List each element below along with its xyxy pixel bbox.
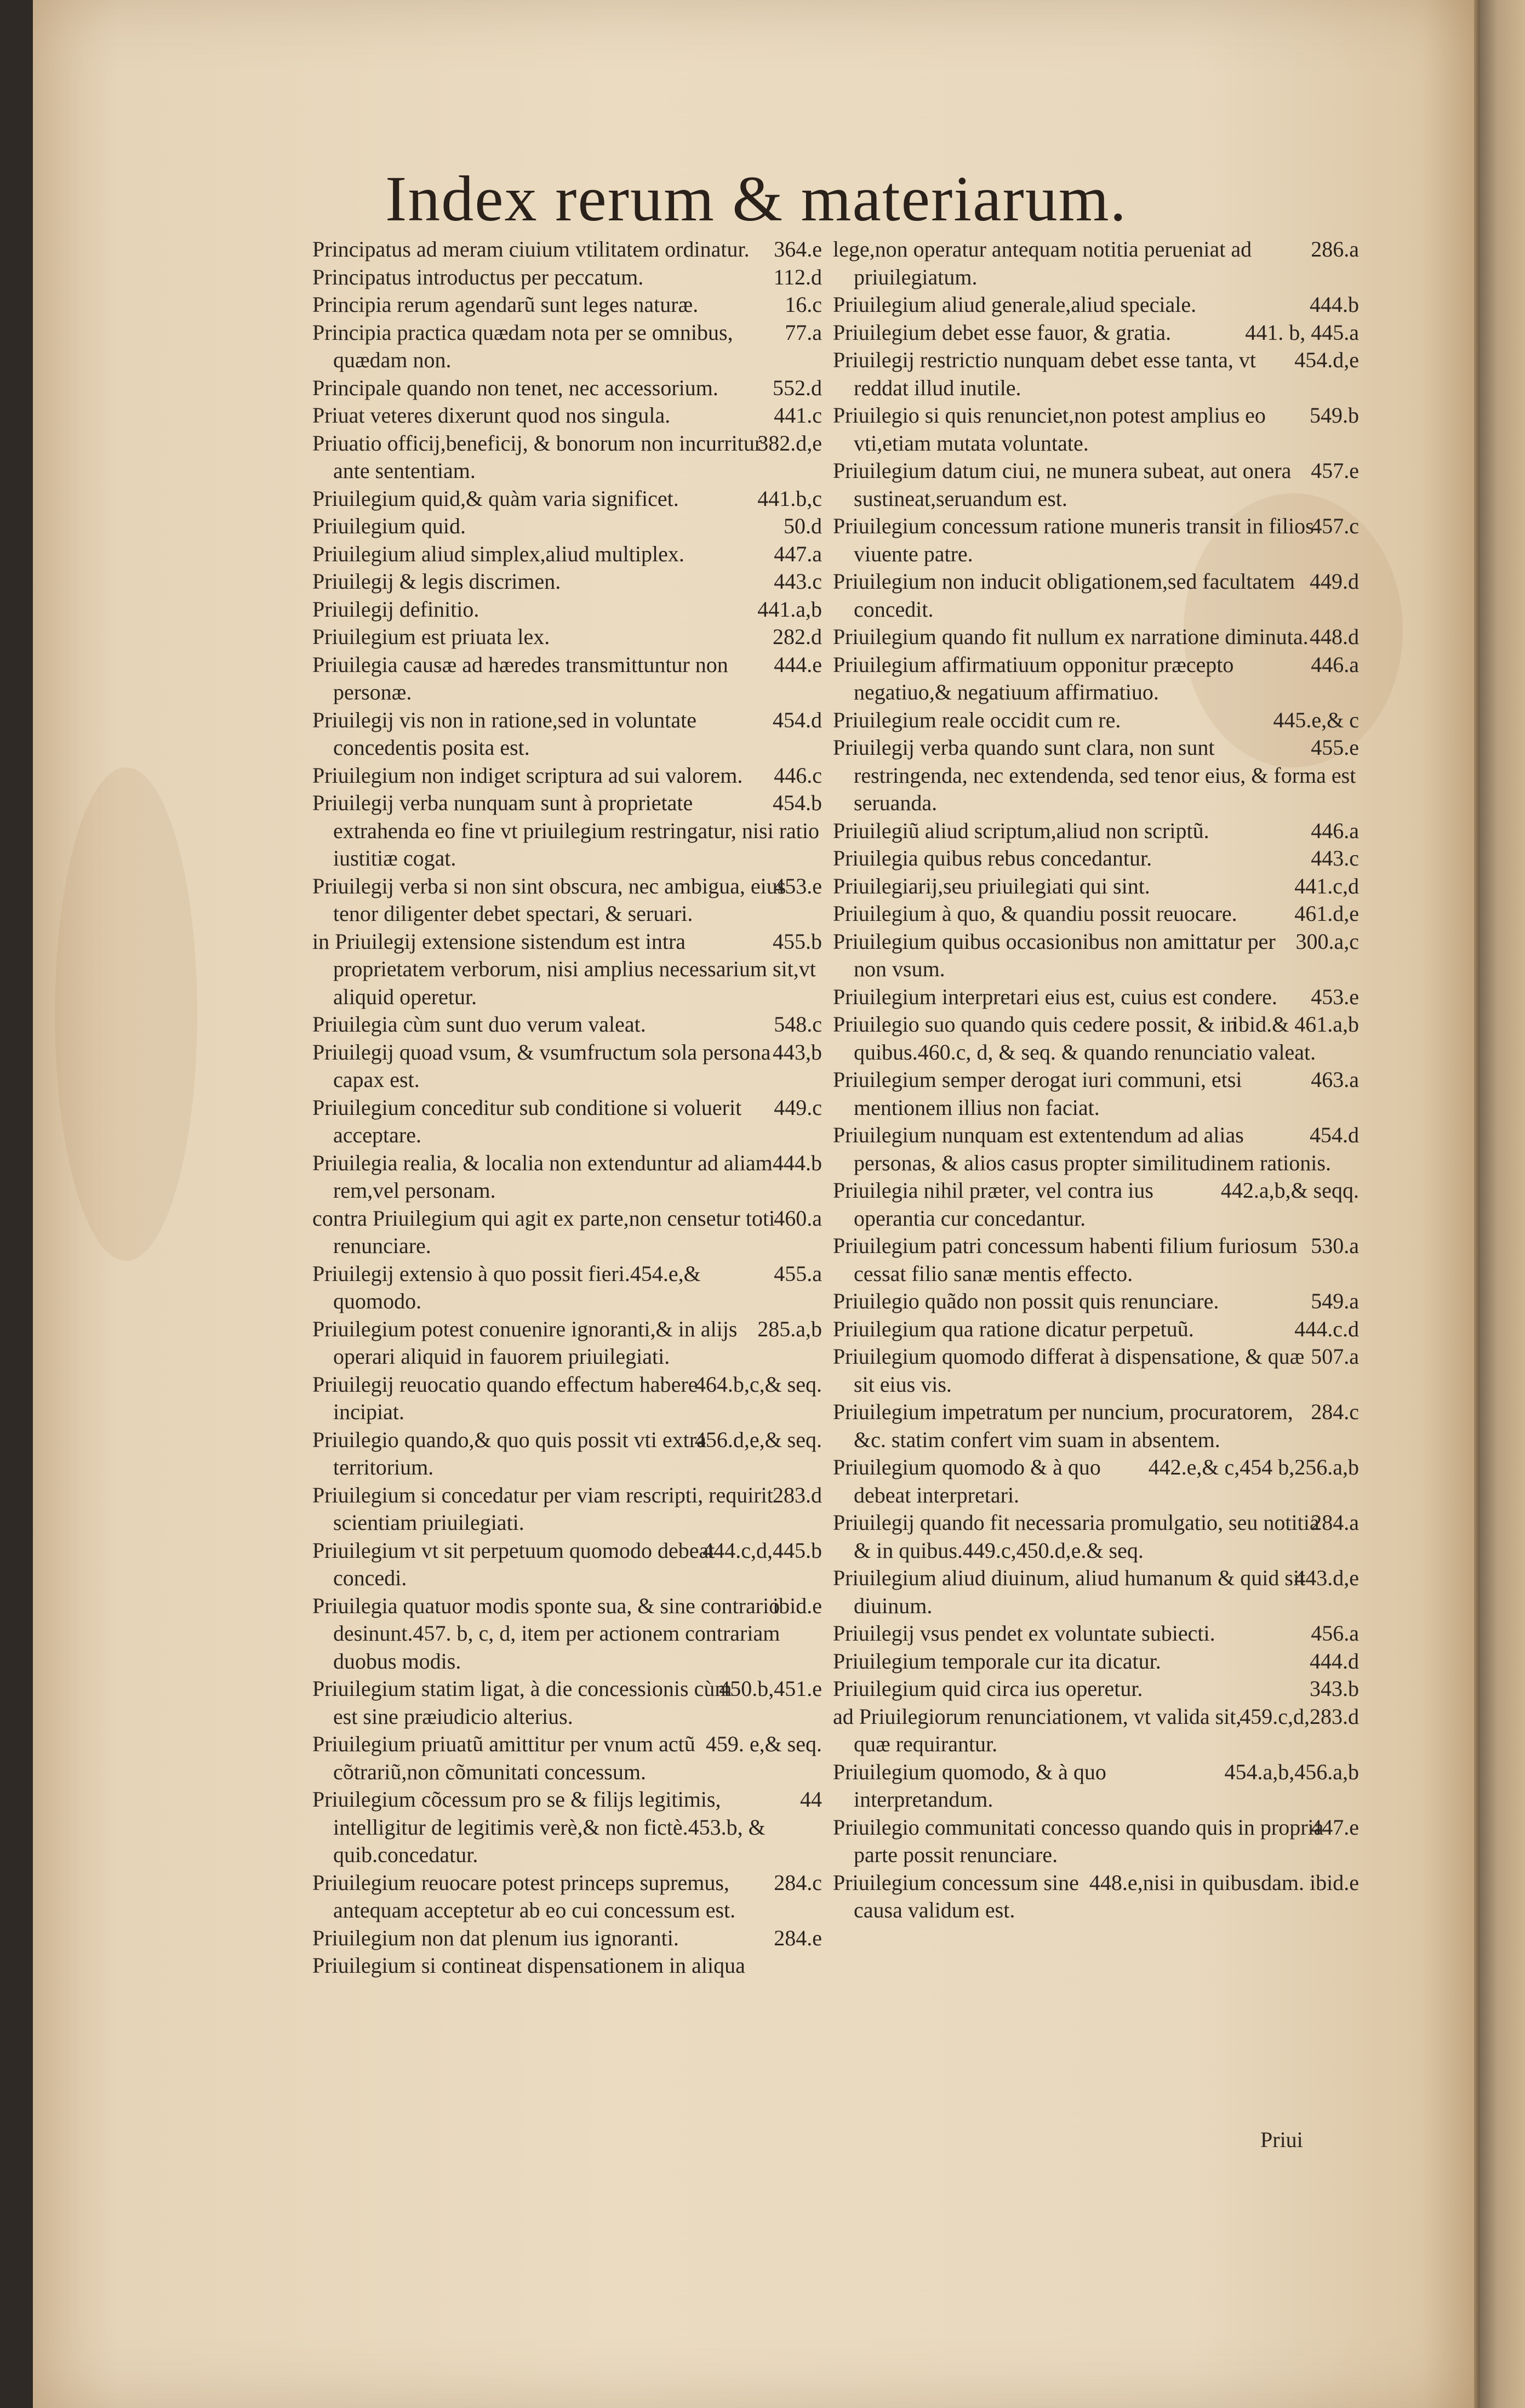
index-entry-page-ref: 444.b [773, 1150, 822, 1175]
index-entry-text: Priuilegio si quis renunciet,non potest amplius eo vti,etiam mutata voluntate. [833, 403, 1266, 456]
index-entry [833, 236, 1359, 291]
index-entry [312, 485, 822, 513]
index-entry-page-ref: 443.d,e [1294, 1566, 1359, 1590]
index-entry-page-ref: 448.d [1310, 624, 1359, 649]
index-column-left [312, 236, 822, 1980]
index-entry [312, 1205, 822, 1260]
index-entry-text: Priuilegia nihil præter, vel contra ius operantia cur concedantur. [833, 1178, 1153, 1231]
index-entry-page-ref: 443.c [1311, 846, 1359, 870]
index-entry-text: Priuilegiũ aliud scriptum,aliud non scriptũ. [833, 818, 1209, 843]
index-entry-page-ref: 282.d [773, 624, 822, 649]
index-entry-text: Priuilegiarij,seu priuilegiati qui sint. [833, 873, 1150, 898]
index-entry [312, 540, 822, 568]
index-entry-page-ref: 442.e,& c,454 b,256.a,b [1148, 1455, 1359, 1479]
index-entry [312, 568, 822, 596]
index-entry-page-ref: 442.a,b,& seqq. [1220, 1178, 1359, 1203]
index-entry [312, 623, 822, 651]
index-entry-page-ref: 455.b [773, 929, 822, 954]
index-entry-page-ref: 284.c [1311, 1399, 1359, 1424]
index-entry-page-ref: 300.a,c [1295, 929, 1359, 954]
index-entry-page-ref: 441.c,d [1294, 873, 1359, 898]
index-entry-text: Priuilegium patri concessum habenti filium furiosum cessat filio sanæ mentis effecto. [833, 1233, 1298, 1286]
index-entry-page-ref: 364.e [774, 237, 822, 261]
index-column-right [833, 236, 1359, 1925]
index-entry-page-ref: 457.e [1311, 458, 1359, 483]
index-entry-page-ref: 285.a,b [757, 1316, 822, 1341]
index-entry [312, 291, 822, 319]
index-entry [312, 1039, 822, 1094]
index-entry [312, 402, 822, 430]
index-entry-text: Priuilegium nunquam est extentendum ad alias personas, & alios casus propter similitudinem rationis. [833, 1123, 1331, 1175]
index-entry-page-ref: 454.d,e [1294, 348, 1359, 372]
index-entry [312, 789, 822, 873]
index-entry-page-ref: 552.d [773, 375, 822, 400]
index-entry-page-ref: 457.c [1311, 514, 1359, 538]
index-entry-page-ref: 444.c.d [1294, 1316, 1359, 1341]
index-entry-text: ad Priuilegiorum renunciationem, vt valida sit, quæ requirantur. [833, 1704, 1242, 1756]
index-entry [312, 596, 822, 624]
index-entry-text: Priuilegium cõcessum pro se & filijs legitimis, intelligitur de legitimis verè,& non fictè.453.b, & quib.concedatur. [312, 1787, 766, 1867]
index-entry-text: contra Priuilegium qui agit ex parte,non censetur toti renunciare. [312, 1205, 775, 1258]
index-entry-text: Principale quando non tenet, nec accessorium. [312, 375, 718, 400]
index-entry-text: Priuilegium vt sit perpetuum quomodo debeat concedi. [312, 1538, 715, 1590]
index-entry-text: Priuilegium quid circa ius operetur. [833, 1676, 1143, 1701]
index-entry-text: Priuilegio suo quando quis cedere possit, & in quibus.460.c, d, & seq. & quando renunciatio valeat. [833, 1012, 1316, 1064]
paper-sheet [33, 0, 1480, 2408]
index-entry-text: Priuilegium quid. [312, 514, 466, 538]
index-entry-page-ref: 343.b [1310, 1676, 1359, 1701]
index-entry [312, 1592, 822, 1676]
index-entry-text: Priuilegij verba si non sint obscura, nec ambigua, eius tenor diligenter debet spectari, & seruari. [312, 873, 786, 926]
index-entry-text: Principatus ad meram ciuium vtilitatem ordinatur. [312, 237, 750, 261]
index-entry [312, 264, 822, 292]
index-entry [833, 1122, 1359, 1177]
index-entry [833, 513, 1359, 568]
index-entry-text: Priuilegij vis non in ratione,sed in voluntate concedentis posita est. [312, 707, 697, 760]
index-entry-page-ref: 447.e [1311, 1814, 1359, 1840]
index-entry-page-ref: 50.d [784, 514, 822, 538]
index-entry-text: Priuilegium quid,& quàm varia significet. [312, 486, 679, 511]
index-entry-page-ref: 444.b [1310, 292, 1359, 317]
page-title: Index rerum & materiarum. [385, 163, 1128, 235]
index-entry-page-ref: 456.d,e,& seq. [694, 1427, 822, 1452]
index-entry-page-ref: 446.a [1311, 818, 1359, 843]
index-entry-page-ref: 449.d [1310, 569, 1359, 594]
index-entry-page-ref: 447.a [774, 541, 822, 566]
index-entry [833, 651, 1359, 707]
index-entry-text: Priuilegij verba nunquam sunt à proprietate extrahenda eo fine vt priuilegium restringatur, nisi ratio iustitiæ cogat. [312, 790, 820, 870]
index-entry-text: Principia practica quædam nota per se omnibus, quædam non. [312, 320, 733, 372]
index-entry [312, 1426, 822, 1482]
index-entry-text: Priuilegium si contineat dispensationem in aliqua [312, 1953, 745, 1978]
index-entry-text: Priuilegia realia, & localia non extenduntur ad aliam rem,vel personam. [312, 1150, 773, 1203]
index-entry-page-ref: 441.a,b [757, 596, 822, 622]
index-entry-text: Priuilegium priuatũ amittitur per vnum actũ cõtrariũ,non cõmunitati concessum. [312, 1732, 695, 1784]
index-entry-page-ref: 453.e [774, 873, 822, 898]
index-entry-text: Priuilegij extensio à quo possit fieri.454.e,& quomodo. [312, 1261, 701, 1313]
index-entry [833, 873, 1359, 901]
index-entry-page-ref: 284.a [1311, 1510, 1359, 1535]
index-entry [833, 900, 1359, 928]
index-entry-page-ref: 444.e [774, 652, 822, 677]
index-entry-page-ref: 548.c [774, 1012, 822, 1037]
index-entry [833, 1814, 1359, 1869]
index-entry-page-ref: 448.e,nisi in quibusdam. ibid.e [1089, 1870, 1359, 1895]
index-entry [312, 707, 822, 762]
index-entry-page-ref: 446.a [1311, 652, 1359, 677]
index-entry [833, 1648, 1359, 1676]
index-entry-text: Principatus introductus per peccatum. [312, 264, 644, 289]
index-entry-page-ref: 284.c [774, 1870, 822, 1895]
index-entry-text: Priuilegium non inducit obligationem,sed facultatem concedit. [833, 569, 1295, 622]
index-entry [312, 873, 822, 928]
index-entry-page-ref: 530.a [1311, 1233, 1359, 1258]
index-entry [312, 513, 822, 540]
index-entry-text: Priuilegium non indiget scriptura ad sui valorem. [312, 762, 743, 788]
index-entry-page-ref: 77.a [785, 320, 822, 345]
index-entry [833, 1454, 1359, 1509]
index-entry [833, 346, 1359, 402]
index-entry [312, 651, 822, 707]
index-entry-text: Priuilegium potest conuenire ignoranti,& in alijs operari aliquid in fauorem priuilegiati. [312, 1316, 738, 1369]
index-entry [312, 1316, 822, 1371]
index-entry [833, 1066, 1359, 1122]
index-entry-page-ref: 441.b,c [757, 486, 822, 511]
index-entry-page-ref: 454.a,b,456.a,b [1224, 1759, 1359, 1784]
index-entry-text: Priuilegium quomodo differat à dispensatione, & quæ sit eius vis. [833, 1344, 1305, 1397]
index-entry-page-ref: 459. e,& seq. [705, 1732, 822, 1756]
index-entry-text: Priuilegium statim ligat, à die concessionis cùm est sine præiudicio alterius. [312, 1676, 732, 1729]
index-entry [312, 1786, 822, 1869]
index-entry [312, 1537, 822, 1592]
index-entry [833, 1509, 1359, 1564]
index-entry [312, 1260, 822, 1316]
index-entry [833, 457, 1359, 513]
index-entry-page-ref: 446.c [774, 762, 822, 788]
index-entry-text: Priuilegium datum ciui, ne munera subeat, aut onera sustineat,seruandum est. [833, 458, 1292, 511]
index-entry-text: Priuilegij & legis discrimen. [312, 569, 561, 594]
index-entry-page-ref: 549.b [1310, 403, 1359, 428]
index-entry [833, 928, 1359, 983]
index-entry-text: Priuilegium quomodo, & à quo interpretandum. [833, 1759, 1106, 1812]
index-entry-page-ref: 449.c [774, 1095, 822, 1120]
index-entry-text: Priuilegium concessum sine causa validum est. [833, 1870, 1079, 1922]
index-entry-text: Priuilegium quomodo & à quo debeat interpretari. [833, 1455, 1101, 1507]
index-entry [312, 1149, 822, 1205]
index-entry-text: Priuilegium interpretari eius est, cuius est condere. [833, 984, 1277, 1009]
index-entry [833, 1288, 1359, 1316]
index-entry [833, 402, 1359, 457]
index-entry-text: Priuilegium aliud diuinum, aliud humanum & quid sit diuinum. [833, 1566, 1306, 1618]
index-entry [312, 1925, 822, 1952]
index-entry [312, 430, 822, 485]
index-entry-page-ref: ibid.e [773, 1593, 822, 1618]
index-entry-text: Priuilegium impetratum per nuncium, procuratorem, &c. statim confert vim suam in absentem. [833, 1399, 1293, 1452]
index-entry [312, 928, 822, 1011]
index-entry [312, 319, 822, 374]
index-entry [833, 1869, 1359, 1925]
index-entry [312, 1482, 822, 1537]
index-entry [312, 1675, 822, 1730]
index-entry [312, 374, 822, 402]
index-entry-text: Priuilegium quibus occasionibus non amittatur per non vsum. [833, 929, 1276, 981]
index-entry [833, 623, 1359, 651]
index-entry-text: Priuilegij restrictio nunquam debet esse tanta, vt reddat illud inutile. [833, 348, 1256, 400]
index-entry-text: Priuilegium quando fit nullum ex narratione diminuta. [833, 624, 1309, 649]
index-entry-text: Priuilegium semper derogat iuri communi, etsi mentionem illius non faciat. [833, 1067, 1242, 1120]
index-entry-page-ref: 453.e [1311, 984, 1359, 1009]
index-entry-text: Priuilegium à quo, & quandiu possit reuocare. [833, 901, 1237, 926]
index-entry-text: lege,non operatur antequam notitia perueniat ad priuilegiatum. [833, 237, 1252, 289]
index-entry-text: in Priuilegij extensione sistendum est intra proprietatem verborum, nisi amplius necessarium sit,vt aliquid operetur. [312, 929, 816, 1009]
index-entry [312, 1730, 822, 1786]
index-entry-page-ref: 284.e [774, 1925, 822, 1950]
index-entry-page-ref: 112.d [773, 264, 822, 289]
index-entry [833, 1343, 1359, 1398]
index-entry-text: Priuilegium aliud simplex,aliud multiplex. [312, 541, 684, 566]
index-entry-text: Principia rerum agendarũ sunt leges naturæ. [312, 292, 699, 317]
index-entry-text: Priuilegium qua ratione dicatur perpetuũ. [833, 1316, 1194, 1341]
index-entry-page-ref: 455.e [1311, 735, 1359, 760]
index-entry-page-ref: 450.b,451.e [719, 1676, 822, 1701]
index-entry-page-ref: 454.d [773, 707, 822, 732]
catchword: Priui [1260, 2127, 1303, 2152]
index-entry [833, 1177, 1359, 1232]
index-entry-text: Priuilegia quatuor modis sponte sua, & sine contrario desinunt.457. b, c, d, item per actionem contrariam duobus modis. [312, 1593, 780, 1673]
index-entry-text: Priuilegij quoad vsum, & vsumfructum sola persona capax est. [312, 1039, 771, 1092]
index-entry-text: Priuatio officij,beneficij, & bonorum non incurritur ante sententiam. [312, 430, 762, 483]
index-entry-text: Priuilegij verba quando sunt clara, non sunt restringenda, nec extendenda, sed tenor eius, & forma est seruanda. [833, 735, 1356, 815]
index-entry [312, 762, 822, 790]
index-entry-page-ref: 441.c [774, 403, 822, 428]
facing-page-edge [1480, 0, 1525, 2408]
index-entry-text: Priuat veteres dixerunt quod nos singula. [312, 403, 671, 428]
index-entry [312, 1952, 822, 1980]
index-entry-text: Priuilegia causæ ad hæredes transmittuntur non personæ. [312, 652, 728, 704]
index-entry [833, 817, 1359, 845]
index-entry-page-ref: 286.a [1311, 237, 1359, 261]
index-entry-text: Priuilegium reale occidit cum re. [833, 707, 1121, 732]
index-entry [833, 707, 1359, 735]
index-entry-page-ref: 441. b, 445.a [1245, 320, 1359, 345]
index-entry-page-ref: 445.e,& c [1273, 707, 1359, 732]
index-entry-text: Priuilegij reuocatio quando effectum habere incipiat. [312, 1371, 698, 1424]
index-entry-text: Priuilegia cùm sunt duo verum valeat. [312, 1012, 646, 1037]
index-entry [833, 1564, 1359, 1620]
index-entry [833, 734, 1359, 817]
index-entry-text: Priuilegium non dat plenum ius ignoranti. [312, 1925, 679, 1950]
index-entry-text: Priuilegij definitio. [312, 596, 479, 622]
index-entry-text: Priuilegium est priuata lex. [312, 624, 550, 649]
index-entry [833, 568, 1359, 623]
paper-stain [55, 767, 197, 1261]
index-entry-text: Priuilegium concessum ratione muneris transit in filios viuente patre. [833, 514, 1314, 566]
index-entry-text: Priuilegium conceditur sub conditione si voluerit acceptare. [312, 1095, 742, 1147]
index-entry [833, 1011, 1359, 1066]
index-entry-page-ref: 464.b,c,& seq. [694, 1371, 822, 1397]
index-entry-page-ref: 444.c,d,445.b [702, 1538, 822, 1563]
index-entry [833, 983, 1359, 1011]
index-entry-page-ref: 44 [800, 1787, 822, 1812]
index-entry [833, 1675, 1359, 1703]
index-entry [833, 1398, 1359, 1454]
index-entry [833, 1232, 1359, 1288]
index-entry-page-ref: 507.a [1311, 1344, 1359, 1369]
index-entry [833, 845, 1359, 873]
index-entry-page-ref: 443,b [773, 1039, 822, 1064]
index-entry [833, 1316, 1359, 1344]
index-entry-page-ref: 16.c [785, 292, 822, 317]
index-entry-text: Priuilegium debet esse fauor, & gratia. [833, 320, 1172, 345]
index-entry-page-ref: 461.d,e [1294, 901, 1359, 926]
index-entry [833, 291, 1359, 319]
index-entry [833, 1620, 1359, 1648]
index-entry-page-ref: 456.a [1311, 1621, 1359, 1646]
index-entry-page-ref: 382.d,e [757, 430, 822, 456]
index-entry-text: Priuilegio quãdo non possit quis renunciare. [833, 1289, 1219, 1313]
index-entry-text: Priuilegium aliud generale,aliud speciale. [833, 292, 1197, 317]
index-entry [833, 319, 1359, 347]
index-entry-page-ref: 454.d [1310, 1123, 1359, 1147]
index-entry-text: Priuilegium affirmatiuum opponitur præcepto negatiuo,& negatiuum affirmatiuo. [833, 652, 1234, 704]
index-entry-page-ref: ibid.& 461.a,b [1232, 1012, 1359, 1037]
index-entry-text: Priuilegij quando fit necessaria promulgatio, seu notitia & in quibus.449.c,450.d,e.& seq. [833, 1510, 1320, 1563]
index-entry-text: Priuilegium si concedatur per viam rescripti, requirit scientiam priuilegiati. [312, 1482, 773, 1535]
index-entry [312, 1371, 822, 1426]
index-entry-text: Priuilegia quibus rebus concedantur. [833, 846, 1152, 870]
index-entry-page-ref: 459.c,d,283.d [1240, 1704, 1359, 1729]
index-entry-text: Priuilegio communitati concesso quando quis in propria parte possit renunciare. [833, 1814, 1324, 1867]
index-entry [312, 1011, 822, 1039]
index-entry-page-ref: 283.d [773, 1482, 822, 1507]
index-entry-text: Priuilegium temporale cur ita dicatur. [833, 1648, 1161, 1673]
index-entry-page-ref: 454.b [773, 790, 822, 815]
index-entry [833, 1758, 1359, 1814]
index-entry-text: Priuilegio quando,& quo quis possit vti extra territorium. [312, 1427, 706, 1479]
index-entry-page-ref: 443.c [774, 569, 822, 594]
index-entry-page-ref: 549.a [1311, 1289, 1359, 1313]
index-entry-page-ref: 444.d [1310, 1648, 1359, 1673]
index-entry-text: Priuilegij vsus pendet ex voluntate subiecti. [833, 1621, 1215, 1646]
index-entry [312, 236, 822, 264]
index-entry-page-ref: 460.a [774, 1205, 822, 1231]
index-entry-page-ref: 463.a [1311, 1067, 1359, 1092]
index-entry [312, 1869, 822, 1925]
index-entry [833, 1703, 1359, 1758]
index-entry [312, 1094, 822, 1149]
index-entry-page-ref: 455.a [774, 1261, 822, 1286]
index-entry-text: Priuilegium reuocare potest princeps supremus, antequam acceptetur ab eo cui concessum est. [312, 1870, 736, 1922]
